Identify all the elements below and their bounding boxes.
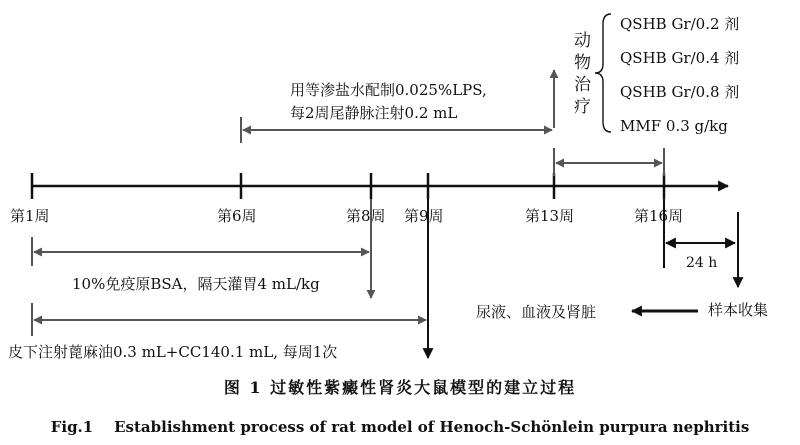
- treatment-label-char-3: 治: [574, 75, 591, 95]
- sample-collection-label: 样本收集: [708, 301, 769, 319]
- bsa-label: 10%免疫原BSA，隔天灌胃4 mL/kg: [72, 275, 320, 293]
- interval-24h-label: 24 h: [686, 255, 718, 271]
- treatment-label-char-4: 疗: [574, 97, 591, 117]
- lps-label-line-1: 用等渗盐水配制0.025%LPS,: [290, 81, 487, 99]
- treatment-brace: [595, 14, 611, 132]
- week-label-9: 第9周: [404, 207, 444, 225]
- treatment-label-char-2: 物: [574, 53, 591, 73]
- treatment-group-4: MMF 0.3 g/kg: [620, 117, 728, 135]
- treatment-group-2: QSHB Gr/0.4 剂: [620, 49, 740, 67]
- week-label-16: 第16周: [634, 207, 684, 225]
- treatment-label-char-1: 动: [574, 31, 591, 51]
- samples-label: 尿液、血液及肾脏: [476, 303, 597, 321]
- week-label-6: 第6周: [217, 207, 257, 225]
- lps-label-line-2: 每2周尾静脉注射0.2 mL: [290, 104, 458, 122]
- caption-cn: 图 1 过敏性紫癜性肾炎大鼠模型的建立过程: [223, 378, 577, 397]
- week-label-8: 第8周: [346, 207, 386, 225]
- castor-label: 皮下注射蓖麻油0.3 mL+CC140.1 mL, 每周1次: [8, 343, 338, 361]
- treatment-group-1: QSHB Gr/0.2 剂: [620, 15, 740, 33]
- treatment-group-3: QSHB Gr/0.8 剂: [620, 83, 740, 101]
- week-label-1: 第1周: [10, 207, 50, 225]
- week-label-13: 第13周: [525, 207, 575, 225]
- caption-en: Fig.1 Establishment process of rat model of Henoch-Schönlein purpura nephritis: [50, 418, 750, 436]
